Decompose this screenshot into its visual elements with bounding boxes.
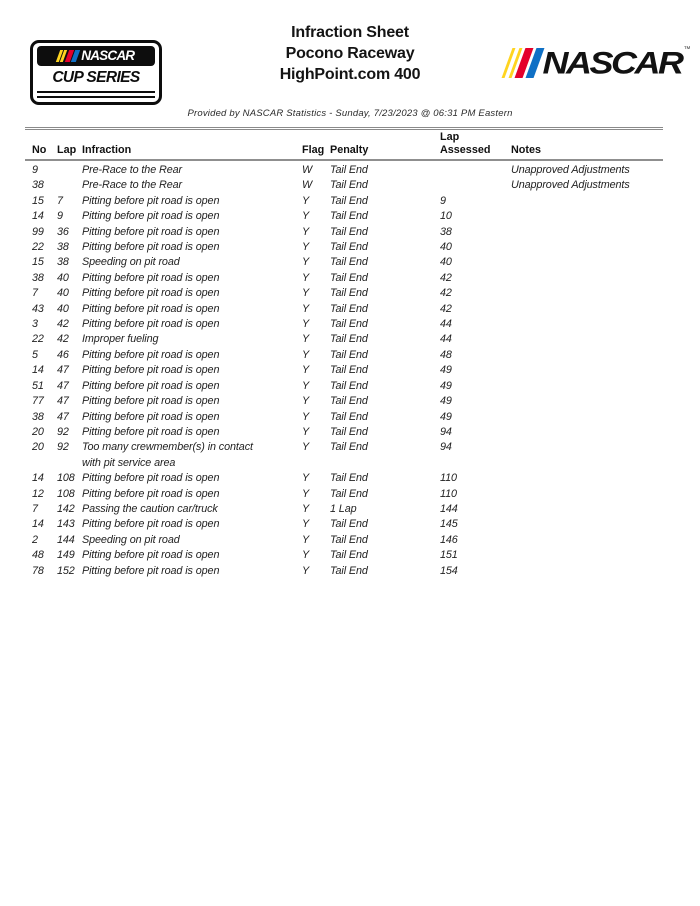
cell-lap: 42: [57, 318, 69, 331]
cell-infraction: Pitting before pit road is open: [82, 564, 220, 577]
cell-flag: Y: [302, 210, 310, 223]
table-row: [25, 502, 663, 517]
cell-no: 3: [32, 318, 38, 331]
table-header-rule: [25, 159, 663, 161]
cell-notes: [507, 487, 663, 502]
cell-assessed: 44: [440, 333, 452, 346]
table-row: [25, 271, 663, 286]
cell-infraction: Pitting before pit road is open: [82, 379, 220, 392]
cell-notes: [507, 440, 663, 471]
cell-penalty: Tail End: [330, 487, 368, 500]
table-row: [25, 533, 663, 548]
cup-logo-series-word: CUP SERIES: [52, 68, 140, 86]
cell-infraction: Pitting before pit road is open: [82, 518, 220, 531]
table-header-row: [25, 131, 663, 159]
cell-no: 14: [32, 472, 44, 485]
cell-no: 7: [32, 287, 38, 300]
cell-no: 14: [32, 210, 44, 223]
table-rows: [25, 163, 663, 579]
cell-assessed: 110: [440, 487, 457, 500]
cell-infraction: Too many crewmember(s) in contact with pit service area: [82, 441, 253, 469]
cell-infraction: Pitting before pit road is open: [82, 287, 220, 300]
cell-notes: [507, 317, 663, 332]
cell-notes: [507, 302, 663, 317]
cell-notes: [507, 517, 663, 532]
cell-notes: [507, 348, 663, 363]
cell-lap: 38: [57, 256, 69, 269]
cell-flag: Y: [302, 549, 310, 562]
cell-assessed: 42: [440, 271, 452, 284]
cell-penalty: 1 Lap: [330, 502, 357, 515]
cell-infraction: Speeding on pit road: [82, 533, 180, 546]
table-row: [25, 286, 663, 301]
table-row: [25, 332, 663, 347]
nascar-bars-icon: [507, 48, 539, 78]
cell-no: 7: [32, 502, 38, 515]
cell-assessed: [440, 178, 507, 193]
cell-no: 22: [32, 333, 44, 346]
cell-penalty: Tail End: [330, 302, 368, 315]
cell-penalty: Tail End: [330, 441, 368, 454]
cell-flag: Y: [302, 333, 310, 346]
cell-lap: 47: [57, 410, 69, 423]
cell-flag: Y: [302, 395, 310, 408]
cell-flag: Y: [302, 348, 310, 361]
cell-no: 20: [32, 441, 44, 454]
table-row: [25, 394, 663, 409]
cell-flag: Y: [302, 441, 310, 454]
cell-infraction: Pitting before pit road is open: [82, 194, 220, 207]
cell-lap: 47: [57, 364, 69, 377]
cell-penalty: Tail End: [330, 395, 368, 408]
cell-infraction: Pitting before pit road is open: [82, 487, 220, 500]
cell-notes: [507, 255, 663, 270]
cell-notes: [507, 286, 663, 301]
cell-penalty: Tail End: [330, 549, 368, 562]
cell-infraction: Pitting before pit road is open: [82, 549, 220, 562]
cell-flag: Y: [302, 502, 310, 515]
infraction-table: [25, 127, 663, 579]
cell-infraction: Pitting before pit road is open: [82, 210, 220, 223]
cell-notes: Unapproved Adjustments: [511, 179, 630, 192]
cell-flag: Y: [302, 225, 310, 238]
cell-notes: Unapproved Adjustments: [511, 164, 630, 176]
cell-assessed: 42: [440, 302, 452, 315]
table-row: [25, 410, 663, 425]
cell-assessed: 49: [440, 379, 452, 392]
cell-lap: 9: [57, 210, 63, 223]
cell-infraction: Pitting before pit road is open: [82, 318, 220, 331]
cell-penalty: Tail End: [330, 564, 368, 577]
cell-notes: [507, 194, 663, 209]
column-header-flag: Flag: [302, 143, 325, 156]
cell-lap: 108: [57, 472, 75, 485]
table-row: [25, 225, 663, 240]
cell-infraction: Pitting before pit road is open: [82, 348, 220, 361]
cell-flag: Y: [302, 302, 310, 315]
cell-notes: [507, 425, 663, 440]
cell-flag: W: [302, 164, 313, 176]
cell-assessed: 144: [440, 502, 458, 515]
cell-infraction: Pitting before pit road is open: [82, 271, 220, 284]
trademark-symbol: ™: [683, 46, 691, 53]
table-row: [25, 471, 663, 486]
cell-lap: [57, 178, 82, 193]
cell-lap: 152: [57, 564, 75, 577]
cell-flag: Y: [302, 518, 310, 531]
cell-penalty: Tail End: [330, 271, 368, 284]
cell-no: 22: [32, 241, 44, 254]
cell-flag: Y: [302, 379, 310, 392]
cup-logo-nascar-word: NASCAR: [81, 48, 135, 64]
cell-assessed: 40: [440, 256, 452, 269]
table-row: [25, 379, 663, 394]
cell-flag: Y: [302, 364, 310, 377]
cell-flag: Y: [302, 241, 310, 254]
cell-no: 99: [32, 225, 44, 238]
cell-infraction: Passing the caution car/truck: [82, 502, 218, 515]
track-name: Pocono Raceway: [285, 45, 415, 62]
cell-penalty: Tail End: [330, 210, 368, 223]
cell-notes: [507, 410, 663, 425]
cell-infraction: Pre-Race to the Rear: [82, 179, 183, 192]
table-row: [25, 240, 663, 255]
cell-assessed: 94: [440, 441, 452, 454]
nascar-wordmark: NASCAR: [542, 44, 682, 81]
table-row: [25, 178, 663, 193]
cell-no: 5: [32, 348, 38, 361]
cell-no: 12: [32, 487, 44, 500]
cell-penalty: Tail End: [330, 194, 368, 207]
cell-lap: 38: [57, 241, 69, 254]
cell-lap: 47: [57, 395, 69, 408]
column-header-no: No: [32, 143, 47, 156]
cell-no: 43: [32, 302, 44, 315]
column-header-penalty: Penalty: [330, 143, 369, 156]
cell-lap: 47: [57, 379, 69, 392]
cell-assessed: [440, 163, 507, 178]
cell-flag: Y: [302, 271, 310, 284]
cell-notes: [507, 564, 663, 579]
cell-infraction: Pitting before pit road is open: [82, 472, 220, 485]
cell-notes: [507, 533, 663, 548]
table-row: [25, 564, 663, 579]
cell-infraction: Improper fueling: [82, 333, 159, 346]
nascar-logo: [507, 44, 691, 82]
cell-notes: [507, 271, 663, 286]
cell-assessed: 49: [440, 364, 452, 377]
cell-no: 15: [32, 194, 44, 207]
cell-assessed: 145: [440, 518, 458, 531]
cell-lap: 7: [57, 194, 63, 207]
cell-assessed: 10: [440, 210, 452, 223]
table-row: [25, 348, 663, 363]
cell-flag: Y: [302, 533, 310, 546]
cell-flag: Y: [302, 194, 310, 207]
table-top-rule: [25, 127, 663, 130]
cell-no: 2: [32, 533, 38, 546]
cell-penalty: Tail End: [330, 518, 368, 531]
cell-penalty: Tail End: [330, 472, 368, 485]
cell-notes: [507, 363, 663, 378]
cell-penalty: Tail End: [330, 241, 368, 254]
cell-assessed: 94: [440, 425, 452, 438]
cell-infraction: Speeding on pit road: [82, 256, 180, 269]
table-row: [25, 194, 663, 209]
table-row: [25, 209, 663, 224]
table-row: [25, 517, 663, 532]
cell-penalty: Tail End: [330, 164, 368, 176]
cell-lap: [57, 163, 82, 178]
cell-penalty: Tail End: [330, 333, 368, 346]
cell-penalty: Tail End: [330, 318, 368, 331]
cell-lap: 36: [57, 225, 69, 238]
cell-flag: Y: [302, 410, 310, 423]
column-header-notes: Notes: [511, 143, 541, 156]
race-name: HighPoint.com 400: [279, 66, 421, 83]
cell-flag: Y: [302, 487, 310, 500]
cell-infraction: Pitting before pit road is open: [82, 241, 220, 254]
cell-infraction: Pitting before pit road is open: [82, 302, 220, 315]
cell-penalty: Tail End: [330, 410, 368, 423]
table-row: [25, 163, 663, 178]
cell-infraction: Pitting before pit road is open: [82, 364, 220, 377]
cell-penalty: Tail End: [330, 379, 368, 392]
cell-notes: [507, 240, 663, 255]
cell-infraction: Pre-Race to the Rear: [82, 164, 183, 176]
cell-penalty: Tail End: [330, 256, 368, 269]
cell-penalty: Tail End: [330, 425, 368, 438]
cell-infraction: Pitting before pit road is open: [82, 225, 220, 238]
cell-assessed: 9: [440, 194, 446, 207]
cell-notes: [507, 209, 663, 224]
cell-assessed: 48: [440, 348, 452, 361]
cell-notes: [507, 332, 663, 347]
cell-penalty: Tail End: [330, 225, 368, 238]
cell-penalty: Tail End: [330, 287, 368, 300]
cell-no: 14: [32, 518, 44, 531]
table-row: [25, 548, 663, 563]
cell-flag: Y: [302, 287, 310, 300]
cell-penalty: Tail End: [330, 348, 368, 361]
cell-notes: [507, 471, 663, 486]
cell-flag: Y: [302, 256, 310, 269]
cell-lap: 92: [57, 425, 69, 438]
cell-lap: 144: [57, 533, 75, 546]
cell-no: 9: [32, 164, 38, 176]
cell-flag: W: [302, 179, 313, 192]
cell-no: 38: [32, 271, 44, 284]
cell-assessed: 42: [440, 287, 452, 300]
cell-lap: 149: [57, 549, 75, 562]
table-row: [25, 317, 663, 332]
table-row: [25, 302, 663, 317]
cell-no: 38: [32, 410, 44, 423]
table-row: [25, 255, 663, 270]
cell-no: 20: [32, 425, 44, 438]
cell-notes: [507, 394, 663, 409]
cell-lap: 40: [57, 287, 69, 300]
cell-assessed: 49: [440, 410, 452, 423]
cell-flag: Y: [302, 425, 310, 438]
cell-lap: 142: [57, 502, 75, 515]
cell-lap: 108: [57, 487, 75, 500]
cell-lap: 143: [57, 518, 75, 531]
cell-lap: 46: [57, 348, 69, 361]
table-row: [25, 363, 663, 378]
cell-notes: [507, 225, 663, 240]
cell-no: 78: [32, 564, 44, 577]
cell-flag: Y: [302, 472, 310, 485]
cell-lap: 40: [57, 271, 69, 284]
column-header-infraction: Infraction: [82, 143, 132, 156]
cell-flag: Y: [302, 318, 310, 331]
cell-lap: 40: [57, 302, 69, 315]
cell-lap: 42: [57, 333, 69, 346]
cell-no: 77: [32, 395, 44, 408]
cell-no: 15: [32, 256, 44, 269]
cell-no: 38: [32, 179, 44, 192]
cell-penalty: Tail End: [330, 179, 368, 192]
cell-assessed: 110: [440, 472, 457, 485]
column-header-lap-assessed: Lap Assessed: [440, 131, 491, 156]
cell-assessed: 151: [440, 549, 458, 562]
column-header-lap: Lap: [57, 143, 77, 156]
cell-infraction: Pitting before pit road is open: [82, 410, 220, 423]
cell-lap: 92: [57, 441, 69, 454]
cell-assessed: 146: [440, 533, 458, 546]
cell-penalty: Tail End: [330, 533, 368, 546]
cell-assessed: 49: [440, 395, 452, 408]
cell-assessed: 44: [440, 318, 452, 331]
cell-notes: [507, 379, 663, 394]
cell-notes: [507, 548, 663, 563]
cell-notes: [507, 502, 663, 517]
page-title: Infraction Sheet: [291, 24, 409, 41]
table-row: [25, 440, 663, 471]
cell-assessed: 154: [440, 564, 458, 577]
cell-assessed: 40: [440, 241, 452, 254]
cell-infraction: Pitting before pit road is open: [82, 425, 220, 438]
cell-assessed: 38: [440, 225, 452, 238]
cell-no: 51: [32, 379, 44, 392]
cell-flag: Y: [302, 564, 310, 577]
cell-no: 14: [32, 364, 44, 377]
cell-no: 48: [32, 549, 44, 562]
cup-logo-stripes: [37, 88, 155, 98]
cell-infraction: Pitting before pit road is open: [82, 395, 220, 408]
table-row: [25, 425, 663, 440]
cell-penalty: Tail End: [330, 364, 368, 377]
table-row: [25, 487, 663, 502]
provided-by-line: Provided by NASCAR Statistics - Sunday, 7/23/2023 @ 06:31 PM Eastern: [187, 108, 513, 119]
